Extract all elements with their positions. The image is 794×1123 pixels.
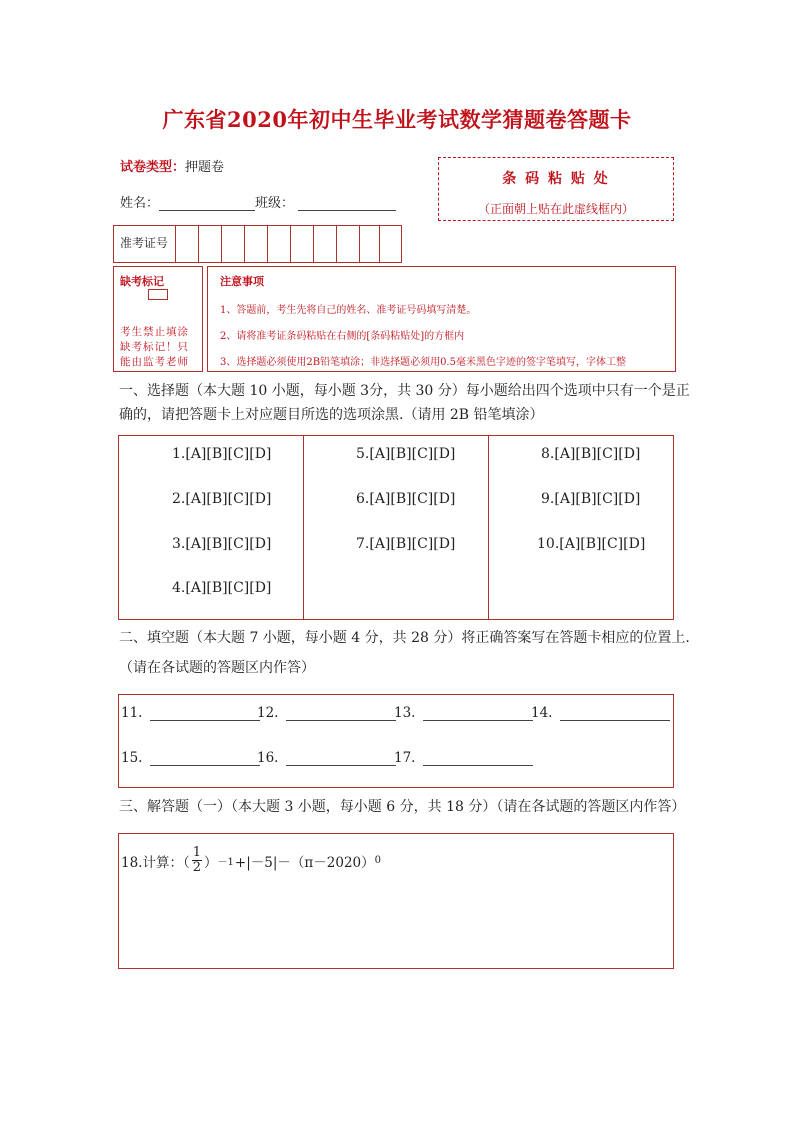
barcode-area (438, 157, 674, 221)
fill-number: 17. (394, 750, 416, 766)
exam-id-grid (113, 225, 402, 263)
section1-heading-line2: 确的，请把答题卡上对应题目所选的选项涂黑.（请用 2B 铅笔填涂） (119, 407, 544, 423)
q18-fraction (192, 846, 202, 875)
q18-exponent: －1 (217, 857, 234, 868)
paper-type-label: 试卷类型： (120, 160, 186, 175)
fill-blank[interactable] (150, 751, 260, 766)
mc-item[interactable]: 6.[A][B][C][D] (356, 491, 456, 507)
mc-answer-area (118, 435, 674, 620)
fill-number: 13. (394, 705, 416, 721)
paper-type (120, 156, 224, 175)
q18-question (121, 846, 381, 875)
mc-item[interactable]: 9.[A][B][C][D] (541, 491, 641, 507)
exam-id-cell[interactable] (267, 226, 290, 262)
q18-middle: +|－5|－（π－2020） (234, 854, 375, 871)
name-label: 姓名： (120, 196, 160, 211)
section2-heading-line2: （请在各试题的答题区内作答） (119, 660, 315, 676)
fill-item[interactable] (257, 705, 396, 721)
note-item: 3、选择题必须使用2B铅笔填涂；非选择题必须用0.5毫米黑色字迹的签字笔填写，字体工整 (220, 357, 626, 368)
fill-item[interactable] (531, 705, 670, 721)
exam-id-cell[interactable] (221, 226, 244, 262)
class-field[interactable] (298, 196, 396, 211)
notes-box (207, 266, 676, 372)
q18-prefix: 18.计算：（ (121, 854, 190, 871)
fill-item[interactable] (257, 750, 396, 766)
fill-number: 12. (257, 705, 279, 721)
mc-item[interactable]: 3.[A][B][C][D] (172, 536, 272, 552)
exam-id-cell[interactable] (313, 226, 336, 262)
q18-close: ） (204, 854, 218, 871)
mc-item[interactable]: 10.[A][B][C][D] (537, 536, 646, 552)
q18-denominator: 2 (192, 860, 202, 875)
note-item: 2、请将准考证条码粘贴在右侧的[条码粘贴处]的方框内 (220, 331, 465, 342)
column-divider (488, 436, 489, 619)
name-class-row (120, 192, 396, 211)
exam-id-label: 准考证号 (120, 236, 169, 250)
mc-item[interactable]: 5.[A][B][C][D] (356, 446, 456, 462)
fill-item[interactable] (394, 705, 533, 721)
mc-item[interactable]: 8.[A][B][C][D] (541, 446, 641, 462)
exam-id-cell[interactable] (175, 226, 198, 262)
note-item: 1、答题前，考生先将自己的姓名、准考证号码填写清楚。 (220, 305, 477, 316)
fill-item[interactable] (121, 705, 260, 721)
absent-mark-box (113, 266, 203, 372)
q18-numerator: 1 (192, 845, 202, 860)
fill-blank[interactable] (560, 706, 670, 721)
mc-item[interactable]: 2.[A][B][C][D] (172, 491, 272, 507)
fill-blank[interactable] (286, 751, 396, 766)
notes-title: 注意事项 (220, 275, 264, 288)
fill-number: 15. (121, 750, 143, 766)
absent-text: 考生禁止填涂缺考标记！只能由监考老师 (120, 326, 189, 368)
fill-number: 14. (531, 705, 553, 721)
fill-answer-area (118, 694, 674, 788)
exam-id-cell[interactable] (379, 226, 402, 262)
fill-blank[interactable] (423, 751, 533, 766)
exam-id-cell[interactable] (336, 226, 359, 262)
mc-item[interactable]: 4.[A][B][C][D] (172, 580, 272, 596)
fill-blank[interactable] (423, 706, 533, 721)
page-title: 广东省2020年初中生毕业考试数学猜题卷答题卡 (162, 107, 632, 132)
barcode-title: 条 码 粘 贴 处 (502, 171, 610, 187)
mc-item[interactable]: 7.[A][B][C][D] (356, 536, 456, 552)
q18-exponent: 0 (374, 855, 381, 866)
mc-item[interactable]: 1.[A][B][C][D] (172, 446, 272, 462)
fill-blank[interactable] (150, 706, 260, 721)
fill-number: 11. (121, 705, 143, 721)
absent-title: 缺考标记 (120, 275, 164, 288)
exam-id-cell[interactable] (244, 226, 267, 262)
barcode-note: （正面朝上贴在此虚线框内） (477, 202, 634, 216)
fill-item[interactable] (394, 750, 533, 766)
section3-heading: 三、解答题（一）（本大题 3 小题，每小题 6 分，共 18 分）（请在各试题的答题区内作答） (119, 799, 686, 815)
fill-number: 16. (257, 750, 279, 766)
exam-id-cell[interactable] (290, 226, 313, 262)
fill-blank[interactable] (286, 706, 396, 721)
class-label: 班级： (255, 196, 295, 211)
section2-heading-line1: 二、填空题（本大题 7 小题，每小题 4 分，共 28 分）将正确答案写在答题卡相应的位置上. (119, 630, 690, 646)
q18-answer-area[interactable] (118, 833, 674, 969)
exam-id-cell[interactable] (198, 226, 221, 262)
section1-heading-line1: 一、选择题（本大题 10 小题，每小题 3分，共 30 分）每小题给出四个选项中只有一个是正 (119, 383, 690, 399)
column-divider (303, 436, 304, 619)
fill-item[interactable] (121, 750, 260, 766)
paper-type-value: 押题卷 (185, 160, 225, 175)
absent-checkbox[interactable] (148, 289, 168, 300)
name-field[interactable] (159, 196, 255, 211)
